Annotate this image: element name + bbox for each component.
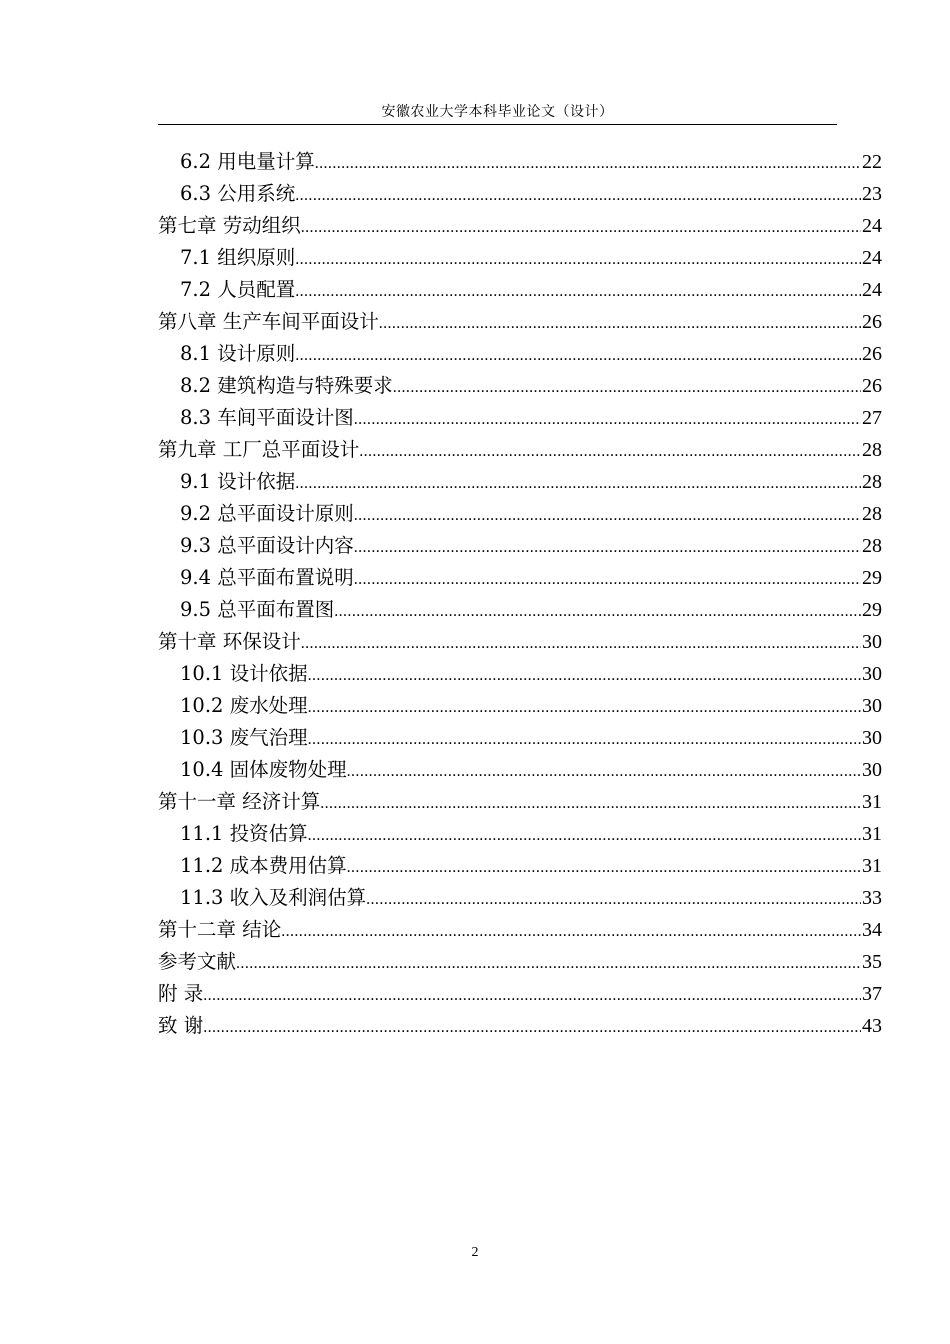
toc-dot-leader (334, 596, 861, 628)
toc-entry-page: 30 (862, 631, 882, 653)
toc-entry-title: 11.1 投资估算 (180, 822, 308, 845)
toc-dot-leader (295, 340, 861, 372)
toc-entry-title: 9.2 总平面设计原则 (180, 502, 354, 525)
toc-entry-page: 24 (862, 279, 882, 301)
toc-entry-page: 26 (862, 375, 882, 397)
toc-entry-page: 37 (862, 983, 882, 1005)
toc-entry-title: 第十一章 经济计算 (158, 790, 321, 813)
toc-dot-leader (359, 436, 861, 468)
toc-entry-title: 10.4 固体废物处理 (180, 758, 347, 781)
toc-entry-page: 27 (862, 407, 882, 429)
toc-dot-leader (354, 500, 861, 532)
toc-entry[interactable] (158, 146, 882, 178)
toc-entry-title: 8.2 建筑构造与特殊要求 (180, 374, 393, 397)
toc-entry-title: 8.3 车间平面设计图 (180, 406, 354, 429)
toc-dot-leader (308, 820, 861, 852)
toc-dot-leader (308, 660, 861, 692)
toc-entry[interactable] (158, 722, 882, 754)
toc-entry-page: 29 (862, 599, 882, 621)
toc-dot-leader (203, 1012, 861, 1044)
header-divider (158, 124, 837, 125)
toc-entry-page: 28 (862, 439, 882, 461)
toc-entry-page: 43 (862, 1015, 882, 1037)
toc-entry-page: 23 (862, 183, 882, 205)
toc-dot-leader (354, 564, 861, 596)
toc-entry[interactable] (158, 178, 882, 210)
toc-entry[interactable] (158, 562, 882, 594)
toc-dot-leader (347, 756, 861, 788)
toc-entry-title: 7.2 人员配置 (180, 278, 296, 301)
toc-entry-page: 30 (862, 695, 882, 717)
toc-entry-title: 第八章 生产车间平面设计 (158, 310, 379, 333)
toc-entry-title: 9.4 总平面布置说明 (180, 566, 354, 589)
toc-dot-leader (393, 372, 861, 404)
toc-entry[interactable] (158, 338, 882, 370)
toc-entry[interactable] (158, 626, 882, 658)
toc-entry-page: 30 (862, 759, 882, 781)
toc-dot-leader (203, 980, 861, 1012)
toc-entry-title: 附 录 (158, 982, 204, 1005)
toc-entry[interactable] (158, 658, 882, 690)
toc-entry-title: 第十二章 结论 (158, 918, 282, 941)
toc-dot-leader (236, 948, 861, 980)
toc-entry[interactable] (158, 434, 882, 466)
toc-entry[interactable] (158, 498, 882, 530)
toc-dot-leader (295, 180, 861, 212)
toc-entry-page: 31 (862, 855, 882, 877)
toc-entry[interactable] (158, 402, 882, 434)
toc-entry-page: 34 (862, 919, 882, 941)
toc-dot-leader (354, 404, 861, 436)
toc-entry-title: 6.2 用电量计算 (180, 150, 315, 173)
toc-entry[interactable] (158, 530, 882, 562)
toc-entry[interactable] (158, 786, 882, 818)
toc-entry-page: 35 (862, 951, 882, 973)
toc-entry[interactable] (158, 946, 882, 978)
toc-entry[interactable] (158, 690, 882, 722)
toc-entry[interactable] (158, 466, 882, 498)
toc-dot-leader (295, 276, 861, 308)
toc-entry-title: 11.3 收入及利润估算 (180, 886, 367, 909)
toc-dot-leader (281, 916, 861, 948)
toc-entry-title: 10.2 废水处理 (180, 694, 308, 717)
toc-entry-title: 11.2 成本费用估算 (180, 854, 347, 877)
toc-entry[interactable] (158, 754, 882, 786)
toc-entry-page: 33 (862, 887, 882, 909)
toc-entry-title: 6.3 公用系统 (180, 182, 296, 205)
toc-entry-page: 28 (862, 503, 882, 525)
toc-dot-leader (308, 724, 861, 756)
toc-dot-leader (347, 852, 861, 884)
toc-dot-leader (308, 692, 861, 724)
page-number: 2 (471, 1245, 479, 1260)
toc-entry-title: 第七章 劳动组织 (158, 214, 301, 237)
toc-entry[interactable] (158, 1010, 882, 1042)
toc-entry-title: 第九章 工厂总平面设计 (158, 438, 360, 461)
toc-entry[interactable] (158, 242, 882, 274)
toc-entry-title: 第十章 环保设计 (158, 630, 301, 653)
toc-entry-page: 24 (862, 247, 882, 269)
toc-dot-leader (301, 628, 861, 660)
toc-entry[interactable] (158, 274, 882, 306)
toc-entry[interactable] (158, 914, 882, 946)
toc-entry-page: 26 (862, 343, 882, 365)
toc-entry-page: 31 (862, 791, 882, 813)
toc-entry-page: 26 (862, 311, 882, 333)
toc-dot-leader (320, 788, 861, 820)
toc-entry-page: 28 (862, 535, 882, 557)
toc-entry-title: 9.1 设计依据 (180, 470, 296, 493)
toc-entry-page: 30 (862, 727, 882, 749)
toc-dot-leader (379, 308, 861, 340)
toc-entry[interactable] (158, 210, 882, 242)
toc-dot-leader (301, 212, 861, 244)
toc-entry-page: 28 (862, 471, 882, 493)
toc-entry[interactable] (158, 818, 882, 850)
toc-dot-leader (354, 532, 861, 564)
toc-dot-leader (295, 244, 861, 276)
toc-entry[interactable] (158, 978, 882, 1010)
toc-entry-title: 7.1 组织原则 (180, 246, 296, 269)
toc-entry-title: 参考文献 (158, 950, 237, 973)
toc-entry-page: 29 (862, 567, 882, 589)
toc-entry[interactable] (158, 882, 882, 914)
toc-dot-leader (315, 148, 861, 180)
toc-entry-title: 10.1 设计依据 (180, 662, 308, 685)
toc-entry-page: 30 (862, 663, 882, 685)
table-of-contents (158, 146, 882, 1042)
toc-dot-leader (295, 468, 861, 500)
toc-entry[interactable] (158, 370, 882, 402)
toc-entry-page: 22 (862, 151, 882, 173)
toc-entry-title: 9.5 总平面布置图 (180, 598, 335, 621)
toc-entry[interactable] (158, 306, 882, 338)
toc-entry-title: 8.1 设计原则 (180, 342, 296, 365)
toc-entry-title: 致 谢 (158, 1014, 204, 1037)
toc-entry[interactable] (158, 850, 882, 882)
toc-dot-leader (366, 884, 861, 916)
toc-entry-page: 24 (862, 215, 882, 237)
running-header: 安徽农业大学本科毕业论文（设计） (381, 104, 614, 120)
toc-entry-page: 31 (862, 823, 882, 845)
toc-entry-title: 9.3 总平面设计内容 (180, 534, 354, 557)
toc-entry[interactable] (158, 594, 882, 626)
toc-entry-title: 10.3 废气治理 (180, 726, 308, 749)
